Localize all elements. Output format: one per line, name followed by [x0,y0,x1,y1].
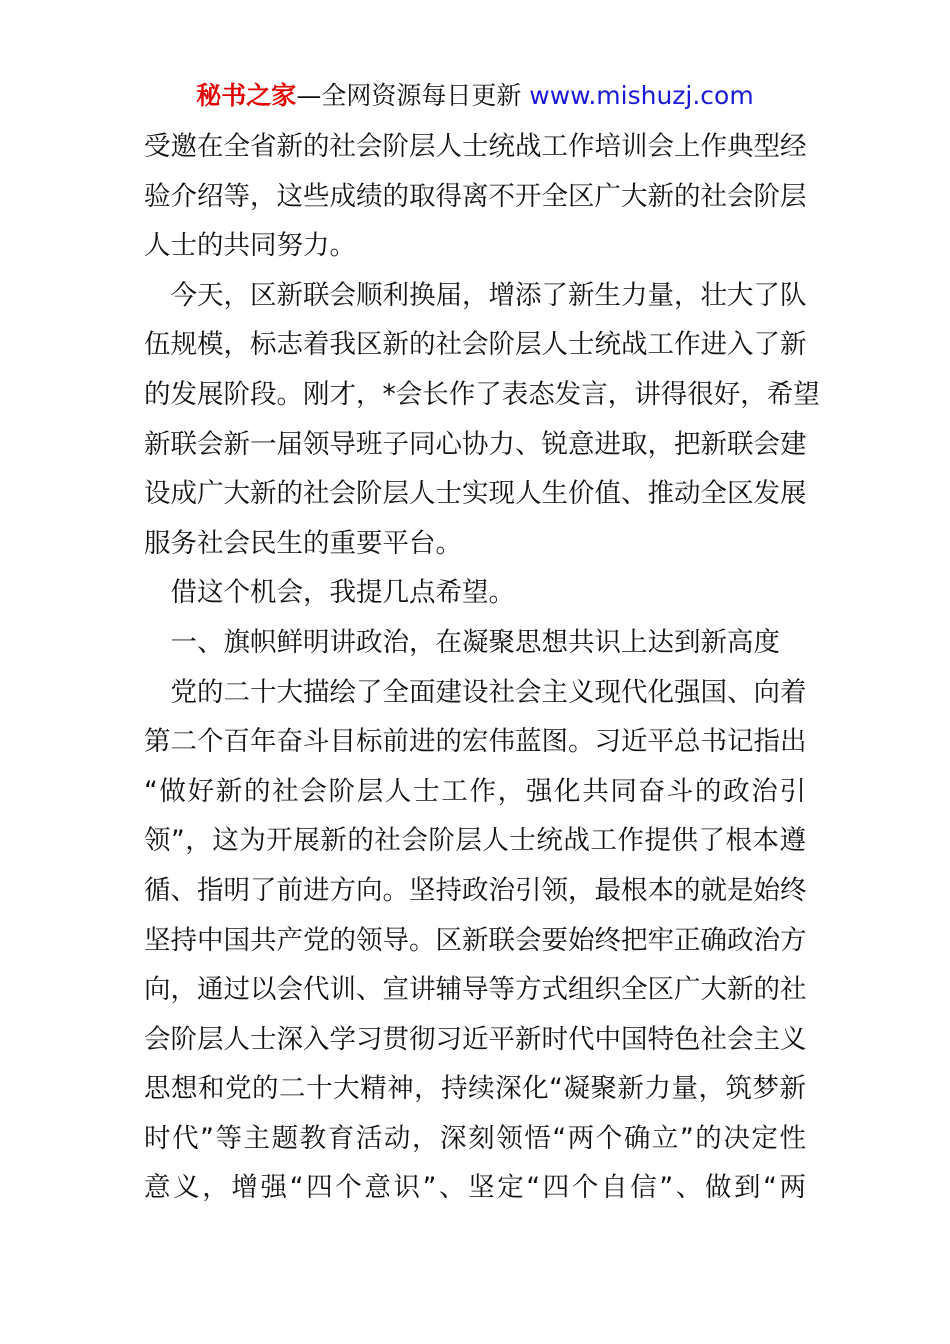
text-line: 借这个机会，我提几点希望。 [144,577,515,609]
text-line: 设成广大新的社会阶层人士实现人生价值、推动全区发展 [144,478,807,510]
text-line: “做好新的社会阶层人士工作，强化共同奋斗的政治引 [144,775,806,807]
site-tagline: —全网资源每日更新 [296,81,522,110]
text-line: 向，通过以会代训、宣讲辅导等方式组织全区广大新的社 [144,974,807,1006]
text-line: 伍规模，标志着我区新的社会阶层人士统战工作进入了新 [144,329,807,361]
text-line: 党的二十大描绘了全面建设社会主义现代化强国、向着 [144,676,807,708]
site-brand: 秘书之家 [196,81,297,110]
text-line: 时代”等主题教育活动，深刻领悟“两个确立”的决定性 [144,1122,806,1154]
site-url-link[interactable]: www.mishuzj.com [529,81,754,110]
text-line: 今天，区新联会顺利换届，增添了新生力量，壮大了队 [144,279,807,311]
text-line: 循、指明了前进方向。坚持政治引领，最根本的就是始终 [144,874,807,906]
text-line: 会阶层人士深入学习贯彻习近平新时代中国特色社会主义 [144,1023,807,1055]
text-line: 坚持中国共产党的领导。区新联会要始终把牢正确政治方 [144,924,807,956]
document-body [144,122,820,1213]
text-line: 服务社会民生的重要平台。 [144,527,462,559]
site-header [0,80,950,112]
text-line: 的发展阶段。刚才，*会长作了表态发言，讲得很好，希望 [144,378,820,410]
text-line: 第二个百年奋斗目标前进的宏伟蓝图。习近平总书记指出 [144,726,807,758]
text-line: 思想和党的二十大精神，持续深化“凝聚新力量，筑梦新 [144,1073,806,1105]
text-line: 新联会新一届领导班子同心协力、锐意进取，把新联会建 [144,428,807,460]
section-heading: 一、旗帜鲜明讲政治，在凝聚思想共识上达到新高度 [144,626,780,658]
text-line: 人士的共同努力。 [144,230,356,262]
text-line: 受邀在全省新的社会阶层人士统战工作培训会上作典型经 [144,131,807,162]
text-line: 意义，增强“四个意识”、坚定“四个自信”、做到“两 [144,1172,806,1204]
text-line: 领”，这为开展新的社会阶层人士统战工作提供了根本遵 [144,825,806,857]
text-line: 验介绍等，这些成绩的取得离不开全区广大新的社会阶层 [144,180,807,212]
